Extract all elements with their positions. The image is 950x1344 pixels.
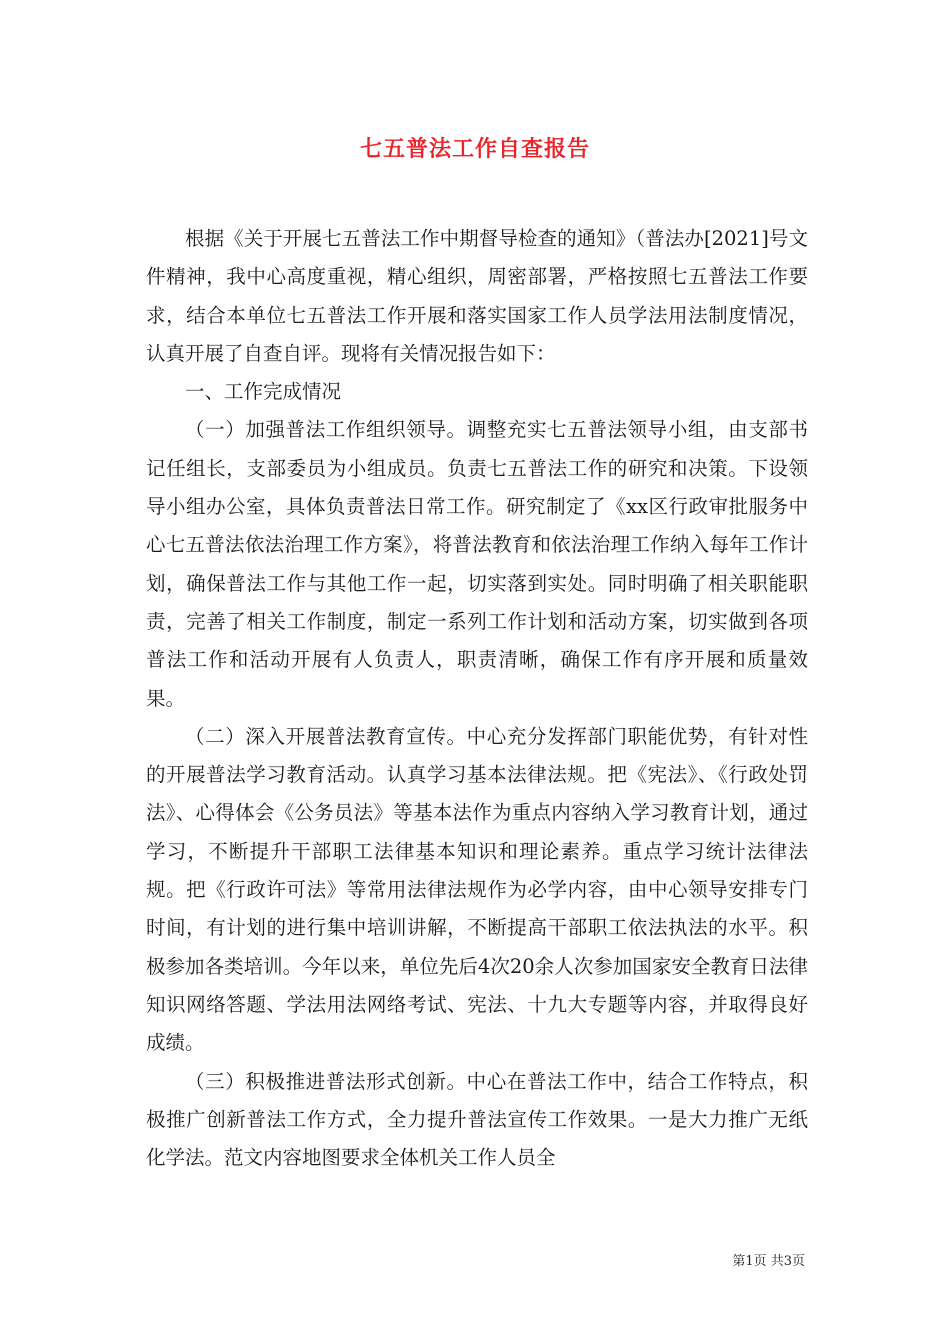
paragraph-section-3: （三）积极推进普法形式创新。中心在普法工作中，结合工作特点，积极推广创新普法工作方式，全力提升普法宣传工作效果。一是大力推广无纸化学法。范文内容地图要求全体机关工作人员全 <box>146 1069 808 1170</box>
paragraph-section-1: （一）加强普法工作组织领导。调整充实七五普法领导小组，由支部书记任组长，支部委员为小组成员。负责七五普法工作的研究和决策。下设领导小组办公室，具体负责普法日常工作。研究制定了《xx区行政审批服务中心七五普法依法治理工作方案》，将普法教育和依法治理工作纳入每年工作计划，确保普法工作与其他工作一起，切实落到实处。同时明确了相关职能职责，完善了相关工作制度，制定一系列工作计划和活动方案，切实做到各项普法工作和活动开展有人负责人，职责清晰，确保工作有序开展和质量效果。 <box>146 418 808 710</box>
document-body <box>146 220 808 1177</box>
paragraph-section-2: （二）深入开展普法教育宣传。中心充分发挥部门职能优势，有针对性的开展普法学习教育活动。认真学习基本法律法规。把《宪法》、《行政处罚法》、心得体会《公务员法》等基本法作为重点内容纳入学习教育计划，通过学习，不断提升干部职工法律基本知识和理论素养。重点学习统计法律法规。把《行政许可法》等常用法律法规作为必学内容，由中心领导安排专门时间，有计划的进行集中培训讲解，不断提高干部职工依法执法的水平。积极参加各类培训。今年以来，单位先后4次20余人次参加国家安全教育日法律知识网络答题、学法用法网络考试、宪法、十九大专题等内容，并取得良好成绩。 <box>146 724 808 1055</box>
paragraph-intro: 根据《关于开展七五普法工作中期督导检查的通知》（普法办[2021]号文件精神，我中心高度重视，精心组织，周密部署，严格按照七五普法工作要求，结合本单位七五普法工作开展和落实国家工作人员学法用法制度情况，认真开展了自查自评。现将有关情况报告如下： <box>146 227 808 365</box>
page-number: 第1页 共3页 <box>732 1254 805 1269</box>
section-heading: 一、工作完成情况 <box>185 380 342 404</box>
document-title: 七五普法工作自查报告 <box>359 136 590 162</box>
